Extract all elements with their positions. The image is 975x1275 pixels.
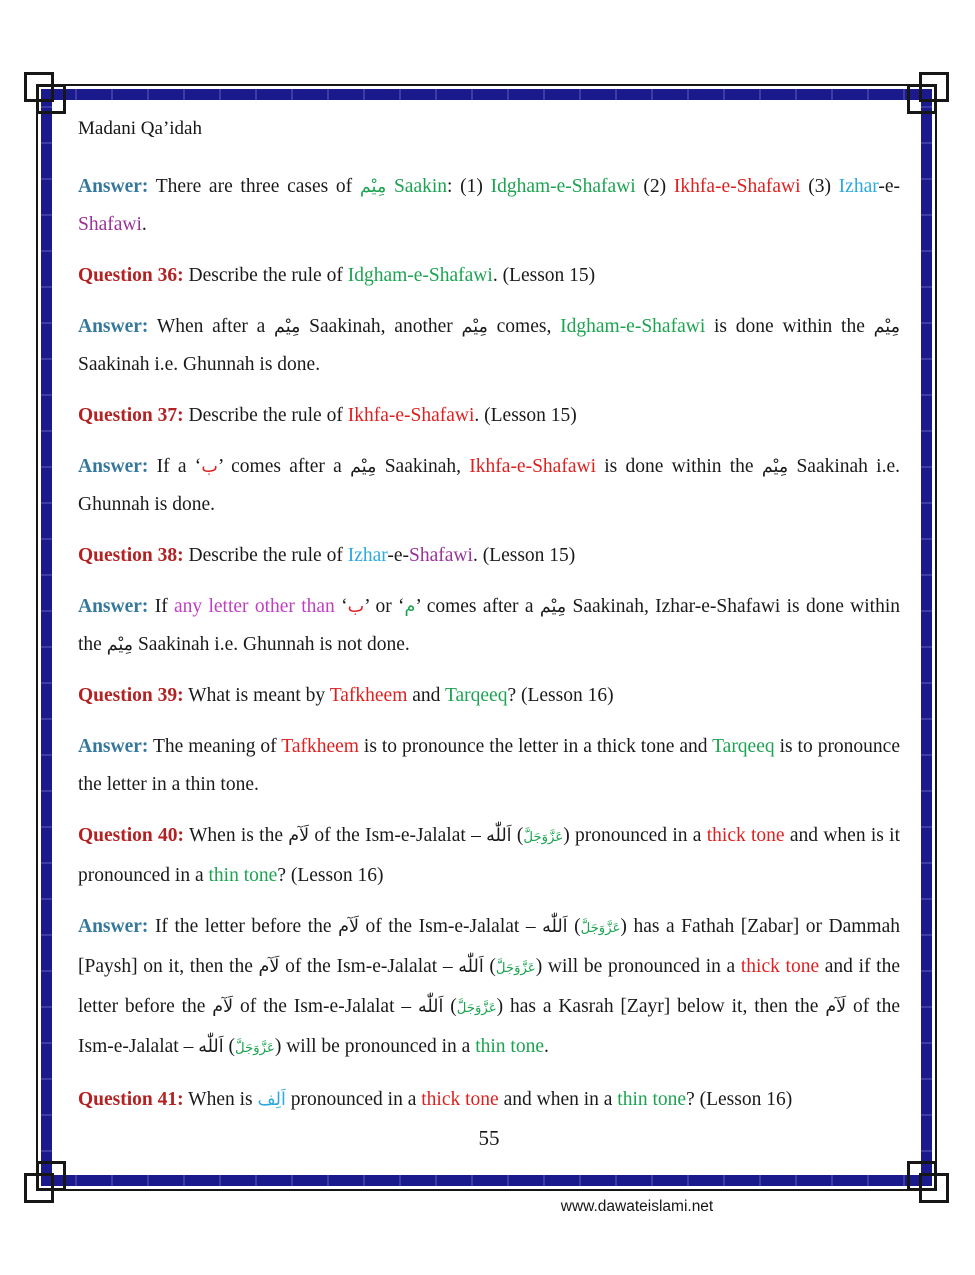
text-run: Saakinah i.e. Ghunnah is done.	[78, 316, 905, 375]
arabic-meem: مِيْم	[461, 317, 488, 337]
text-run: thick tone	[706, 825, 785, 846]
paragraph-question-40	[78, 817, 905, 895]
text-run: . (Lesson 15)	[472, 545, 576, 566]
question-label: Question 37:	[78, 405, 184, 426]
arabic-meem: مِيْم	[274, 317, 301, 337]
arabic-allah: اَللّٰه	[458, 957, 484, 977]
text-run: Saakinah, another	[300, 316, 462, 337]
text-run: (	[567, 916, 581, 937]
text-run: Izhar	[347, 545, 388, 566]
text-run: Izhar	[838, 176, 879, 197]
arabic-meem: مِيْم	[761, 457, 789, 477]
text-run: Describe the rule of	[183, 405, 348, 426]
question-label: Question 38:	[78, 545, 184, 566]
text-run: is to pronounce the letter in a thick tone and	[358, 736, 713, 757]
text-run: pronounced in a	[285, 1089, 422, 1110]
text-run: of the Ism-e-Jalalat –	[358, 916, 543, 937]
text-run: is done within the	[705, 316, 874, 337]
paragraph-question-41	[78, 1081, 900, 1119]
text-run: Idgham-e-Shafawi	[347, 265, 493, 286]
arabic-meem: مِيْم	[539, 597, 567, 617]
arabic-allah: اَللّٰه	[486, 826, 512, 846]
paragraph-answer-35	[78, 168, 900, 244]
text-run: Tafkheem	[281, 736, 359, 757]
text-run: thin tone	[208, 865, 278, 886]
text-run: Ikhfa-e-Shafawi	[469, 456, 596, 477]
arabic-laam: لَآم	[825, 997, 847, 1017]
question-label: Question 36:	[78, 265, 184, 286]
arabic-azzawajal: عَزَّوَجَلَّ	[580, 921, 621, 936]
arabic-laam: لَآم	[212, 997, 234, 1017]
paragraph-question-36	[78, 257, 900, 295]
text-run: If a ‘	[148, 456, 202, 477]
text-run: If the letter before the	[148, 916, 339, 937]
footer-website-url: www.dawateislami.net	[560, 1198, 714, 1215]
text-run: .	[544, 1036, 549, 1057]
answer-label: Answer:	[78, 916, 149, 937]
text-run: and when in a	[498, 1089, 618, 1110]
text-run: ’ or ‘	[364, 596, 405, 617]
arabic-azzawajal: عَزَّوَجَلَّ	[456, 1001, 497, 1016]
arabic-azzawajal: عَزَّوَجَلَّ	[523, 830, 564, 845]
text-run: (	[223, 1036, 235, 1057]
arabic-laam: لَآم	[338, 917, 359, 937]
text-run: ) has a Fathah [Zabar] or Dammah [Paysh] on it, then the	[78, 916, 905, 977]
text-run: If	[148, 596, 175, 617]
text-run: -e-	[387, 545, 410, 566]
paragraph-question-38	[78, 537, 900, 575]
text-run: Saakin	[393, 176, 448, 197]
text-run: and	[407, 685, 445, 706]
text-run: (	[511, 825, 524, 846]
arabic-allah: اَللّٰه	[198, 1037, 224, 1057]
paragraph-question-39	[78, 677, 900, 715]
text-run: Ikhfa-e-Shafawi	[347, 405, 475, 426]
arabic-laam: لَآم	[258, 957, 280, 977]
text-run: ) pronounced in a	[563, 825, 707, 846]
text-run: Idgham-e-Shafawi	[560, 316, 706, 337]
arabic-meem: مِيْم	[350, 457, 377, 477]
text-run: Tafkheem	[329, 685, 408, 706]
text-run: (	[483, 956, 496, 977]
page-number: 55	[478, 1126, 500, 1150]
text-run: -e-	[878, 176, 900, 197]
paragraph-answer-36	[78, 308, 905, 384]
answer-label: Answer:	[78, 596, 149, 617]
text-run: . (Lesson 15)	[474, 405, 577, 426]
arabic-baa: ب	[201, 457, 218, 477]
border-band-top	[41, 89, 932, 100]
arabic-alif: اَلِف	[257, 1090, 286, 1110]
paragraph-answer-38	[78, 588, 905, 664]
text-run: of the Ism-e-Jalalat –	[233, 996, 418, 1017]
text-run: of the Ism-e-Jalalat –	[309, 825, 487, 846]
text-run: Describe the rule of	[183, 265, 348, 286]
text-run: Saakinah i.e. Ghunnah is done.	[78, 456, 905, 515]
text-run: ? (Lesson 16)	[277, 865, 384, 886]
text-run: Saakinah,	[376, 456, 470, 477]
answer-label: Answer:	[78, 316, 149, 337]
text-run: When is the	[184, 825, 289, 846]
arabic-allah: اَللّٰه	[417, 997, 444, 1017]
text-run: of the Ism-e-Jalalat –	[78, 996, 905, 1057]
answer-label: Answer:	[78, 456, 149, 477]
arabic-meem-letter: م	[404, 597, 416, 617]
text-run: (3)	[800, 176, 839, 197]
text-run: is to pronounce the letter in a thin tone.	[78, 736, 905, 795]
border-band-bottom	[41, 1175, 932, 1186]
arabic-laam: لَآم	[288, 826, 310, 846]
text-run: Describe the rule of	[183, 545, 348, 566]
text-run: (	[443, 996, 457, 1017]
text-run: What is meant by	[183, 685, 330, 706]
text-run: Shafawi	[78, 214, 142, 235]
text-run: of the Ism-e-Jalalat –	[279, 956, 459, 977]
text-run: ) will be pronounced in a	[535, 956, 741, 977]
text-run: comes,	[487, 316, 561, 337]
corner-ornament-top-left-icon	[24, 72, 66, 114]
paragraph-answer-39	[78, 728, 905, 804]
running-head-title: Madani Qa’idah	[78, 118, 202, 139]
text-run: and when is it pronounced in a	[78, 825, 905, 886]
question-label: Question 39:	[78, 685, 184, 706]
border-band-left	[41, 89, 52, 1186]
text-run	[386, 176, 394, 197]
paragraph-answer-37	[78, 448, 905, 524]
text-run: (2)	[635, 176, 674, 197]
text-run: Saakinah i.e. Ghunnah is not done.	[133, 634, 410, 655]
text-run: thin tone	[475, 1036, 545, 1057]
text-run: When after a	[148, 316, 275, 337]
text-run: is done within the	[595, 456, 762, 477]
arabic-meem: مِيْم	[359, 177, 387, 197]
text-run: Shafawi	[409, 545, 473, 566]
text-run: Ikhfa-e-Shafawi	[673, 176, 801, 197]
text-run: . (Lesson 15)	[492, 265, 596, 286]
arabic-meem: مِيْم	[873, 317, 900, 337]
text-run: : (1)	[447, 176, 491, 197]
text-run: thick tone	[421, 1089, 499, 1110]
text-run: There are three cases of	[148, 176, 360, 197]
border-band-right	[921, 89, 932, 1186]
corner-ornament-bottom-right-icon	[907, 1161, 949, 1203]
text-run: any letter other than	[174, 596, 335, 617]
arabic-baa: ب	[347, 597, 365, 617]
text-run: ) will be pronounced in a	[274, 1036, 476, 1057]
question-label: Question 40:	[78, 825, 185, 846]
question-label: Question 41:	[78, 1089, 184, 1110]
arabic-azzawajal: عَزَّوَجَلَّ	[235, 1041, 275, 1056]
paragraph-question-37	[78, 397, 900, 435]
text-run: ) has a Kasrah [Zayr] below it, then the	[496, 996, 826, 1017]
text-run: ? (Lesson 16)	[507, 685, 614, 706]
text-run: When is	[183, 1089, 258, 1110]
corner-ornament-top-right-icon	[907, 72, 949, 114]
text-run: thick tone	[740, 956, 820, 977]
arabic-meem: مِيْم	[106, 635, 134, 655]
arabic-allah: اَللّٰه	[542, 917, 568, 937]
text-run: ? (Lesson 16)	[686, 1089, 793, 1110]
answer-label: Answer:	[78, 736, 149, 757]
text-run: thin tone	[617, 1089, 687, 1110]
text-run: Tarqeeq	[712, 736, 775, 757]
text-run: ’ comes after a	[415, 596, 540, 617]
corner-ornament-bottom-left-icon	[24, 1161, 66, 1203]
paragraph-answer-40	[78, 908, 905, 1068]
arabic-azzawajal: عَزَّوَجَلَّ	[495, 961, 536, 976]
document-body	[78, 168, 905, 1132]
text-run: and if the letter before the	[78, 956, 905, 1017]
text-run: ‘	[334, 596, 348, 617]
text-run: .	[141, 214, 147, 235]
text-run: Idgham-e-Shafawi	[490, 176, 636, 197]
text-run: The meaning of	[148, 736, 282, 757]
text-run: Saakinah, Izhar-e-Shafawi is done within the	[78, 596, 905, 655]
answer-label: Answer:	[78, 176, 149, 197]
text-run: ’ comes after a	[217, 456, 351, 477]
text-run: Tarqeeq	[444, 685, 508, 706]
